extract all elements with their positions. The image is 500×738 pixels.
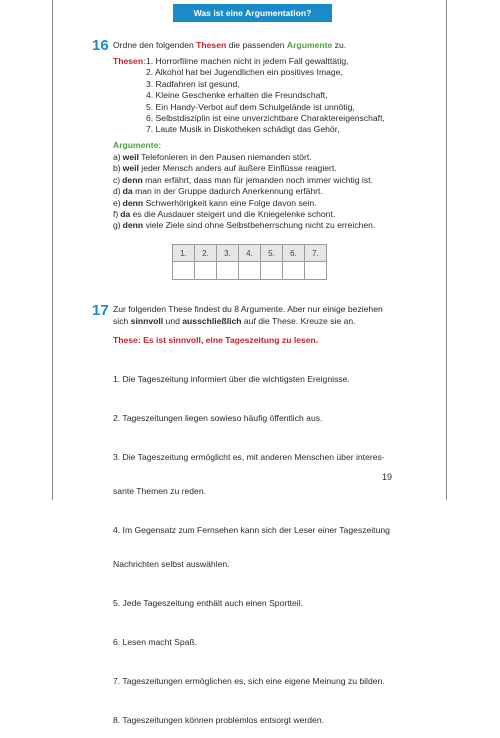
answer-cell[interactable] — [261, 262, 283, 280]
intro-text: zu. — [332, 40, 347, 50]
option-item[interactable]: 4. Im Gegensatz zum Fernsehen kann sich der Leser einer Tageszeitung — [113, 524, 390, 535]
intro-text: Ordne den folgenden — [113, 40, 197, 50]
answer-cell[interactable] — [283, 262, 305, 280]
these-label: These — [113, 335, 138, 345]
answer-cell[interactable] — [239, 262, 261, 280]
thesis-item: 7. Laute Musik in Diskotheken schädigt das Gehör, — [146, 124, 340, 135]
exercise-17-intro-line1: Zur folgenden These findest du 8 Argumente. Aber nur einige beziehen — [113, 304, 383, 314]
option-item[interactable]: 5. Jede Tageszeitung enthält auch einen Sportteil. — [113, 597, 303, 608]
argument-item: d) da man in der Gruppe dadurch Anerkennung erfährt. — [113, 186, 323, 197]
thesis-item: 5. Ein Handy-Verbot auf dem Schulgelände ist unnötig, — [146, 101, 355, 112]
answer-cell[interactable] — [305, 262, 327, 280]
option-item[interactable]: 3. Die Tageszeitung ermöglicht es, mit anderen Menschen über interes- — [113, 451, 385, 462]
these-statement — [113, 335, 318, 346]
table-header-cell: 2. — [195, 245, 217, 262]
keyword-sinnvoll: sinnvoll — [130, 316, 164, 326]
table-header-cell: 5. — [261, 245, 283, 262]
keyword-ausschliesslich: ausschließlich — [182, 316, 242, 326]
answer-cell[interactable] — [173, 262, 195, 280]
intro-theses-word: Thesen — [196, 40, 227, 50]
page-number: 19 — [382, 472, 393, 482]
these-text: : Es ist sinnvoll, eine Tageszeitung zu lesen. — [137, 335, 319, 345]
thesis-item: 4. Kleine Geschenke erhalten die Freundschaft, — [146, 90, 328, 101]
table-header-cell: 7. — [305, 245, 327, 262]
answer-cell[interactable] — [195, 262, 217, 280]
table-header-cell: 4. — [239, 245, 261, 262]
intro-arguments-word: Argumente — [286, 40, 333, 50]
answer-cell[interactable] — [217, 262, 239, 280]
exercise-17-number: 17 — [92, 302, 109, 319]
thesis-item: 6. Selbstdisziplin ist eine unverzichtbare Charaktereigenschaft, — [146, 113, 385, 124]
chapter-title: Was ist eine Argumentation? — [173, 4, 332, 22]
option-item[interactable]: 6. Lesen macht Spaß. — [113, 636, 198, 647]
table-header-cell: 3. — [217, 245, 239, 262]
argument-item: b) weil jeder Mensch anders auf äußere Einflüsse reagiert. — [113, 163, 337, 174]
table-header-cell: 6. — [283, 245, 305, 262]
option-item-continuation: sante Themen zu reden. — [113, 485, 206, 496]
option-item-continuation: Nachrichten selbst auswählen. — [113, 558, 230, 569]
thesis-item: 3. Radfahren ist gesund, — [146, 78, 240, 89]
option-item[interactable]: 1. Die Tageszeitung informiert über die wichtigsten Ereignisse. — [113, 373, 350, 384]
exercise-16-number: 16 — [92, 37, 109, 54]
answer-table — [172, 244, 327, 280]
arguments-list — [113, 152, 375, 232]
arguments-label: Argumente: — [113, 140, 162, 150]
option-item[interactable]: 7. Tageszeitungen ermöglichen es, sich eine eigene Meinung zu bilden. — [113, 675, 385, 686]
option-item[interactable]: 2. Tageszeitungen liegen sowieso häufig öffentlich aus. — [113, 412, 323, 423]
theses-label-row: Thesen: — [113, 56, 146, 66]
argument-item: e) denn Schwerhörigkeit kann eine Folge davon sein. — [113, 197, 317, 208]
thesis-item: 2. Alkohol hat bei Jugendlichen ein positives Image, — [146, 67, 343, 78]
thesis-item: 1. Horrorfilme machen nicht in jedem Fall gewalttätig, — [146, 56, 349, 66]
option-item[interactable]: 8. Tageszeitungen können problemlos entsorgt werden. — [113, 714, 325, 725]
argument-item: g) denn viele Ziele sind ohne Selbstbeherrschung nicht zu erreichen. — [113, 220, 376, 231]
theses-list — [146, 56, 385, 136]
argument-options-list — [113, 351, 393, 738]
intro-text: die passenden — [226, 40, 287, 50]
table-header-cell: 1. — [173, 245, 195, 262]
argument-item: f) da es die Ausdauer steigert und die Kniegelenke schont. — [113, 209, 336, 220]
argument-item: c) denn man erfährt, dass man für jemanden noch immer wichtig ist. — [113, 174, 373, 185]
exercise-17-intro-line2: sich sinnvoll und ausschließlich auf die These. Kreuze sie an. — [113, 316, 356, 326]
exercise-16-intro — [113, 40, 346, 51]
theses-label: Thesen — [113, 56, 144, 66]
argument-item: a) weil Telefonieren in den Pausen niemanden stört. — [113, 152, 312, 162]
